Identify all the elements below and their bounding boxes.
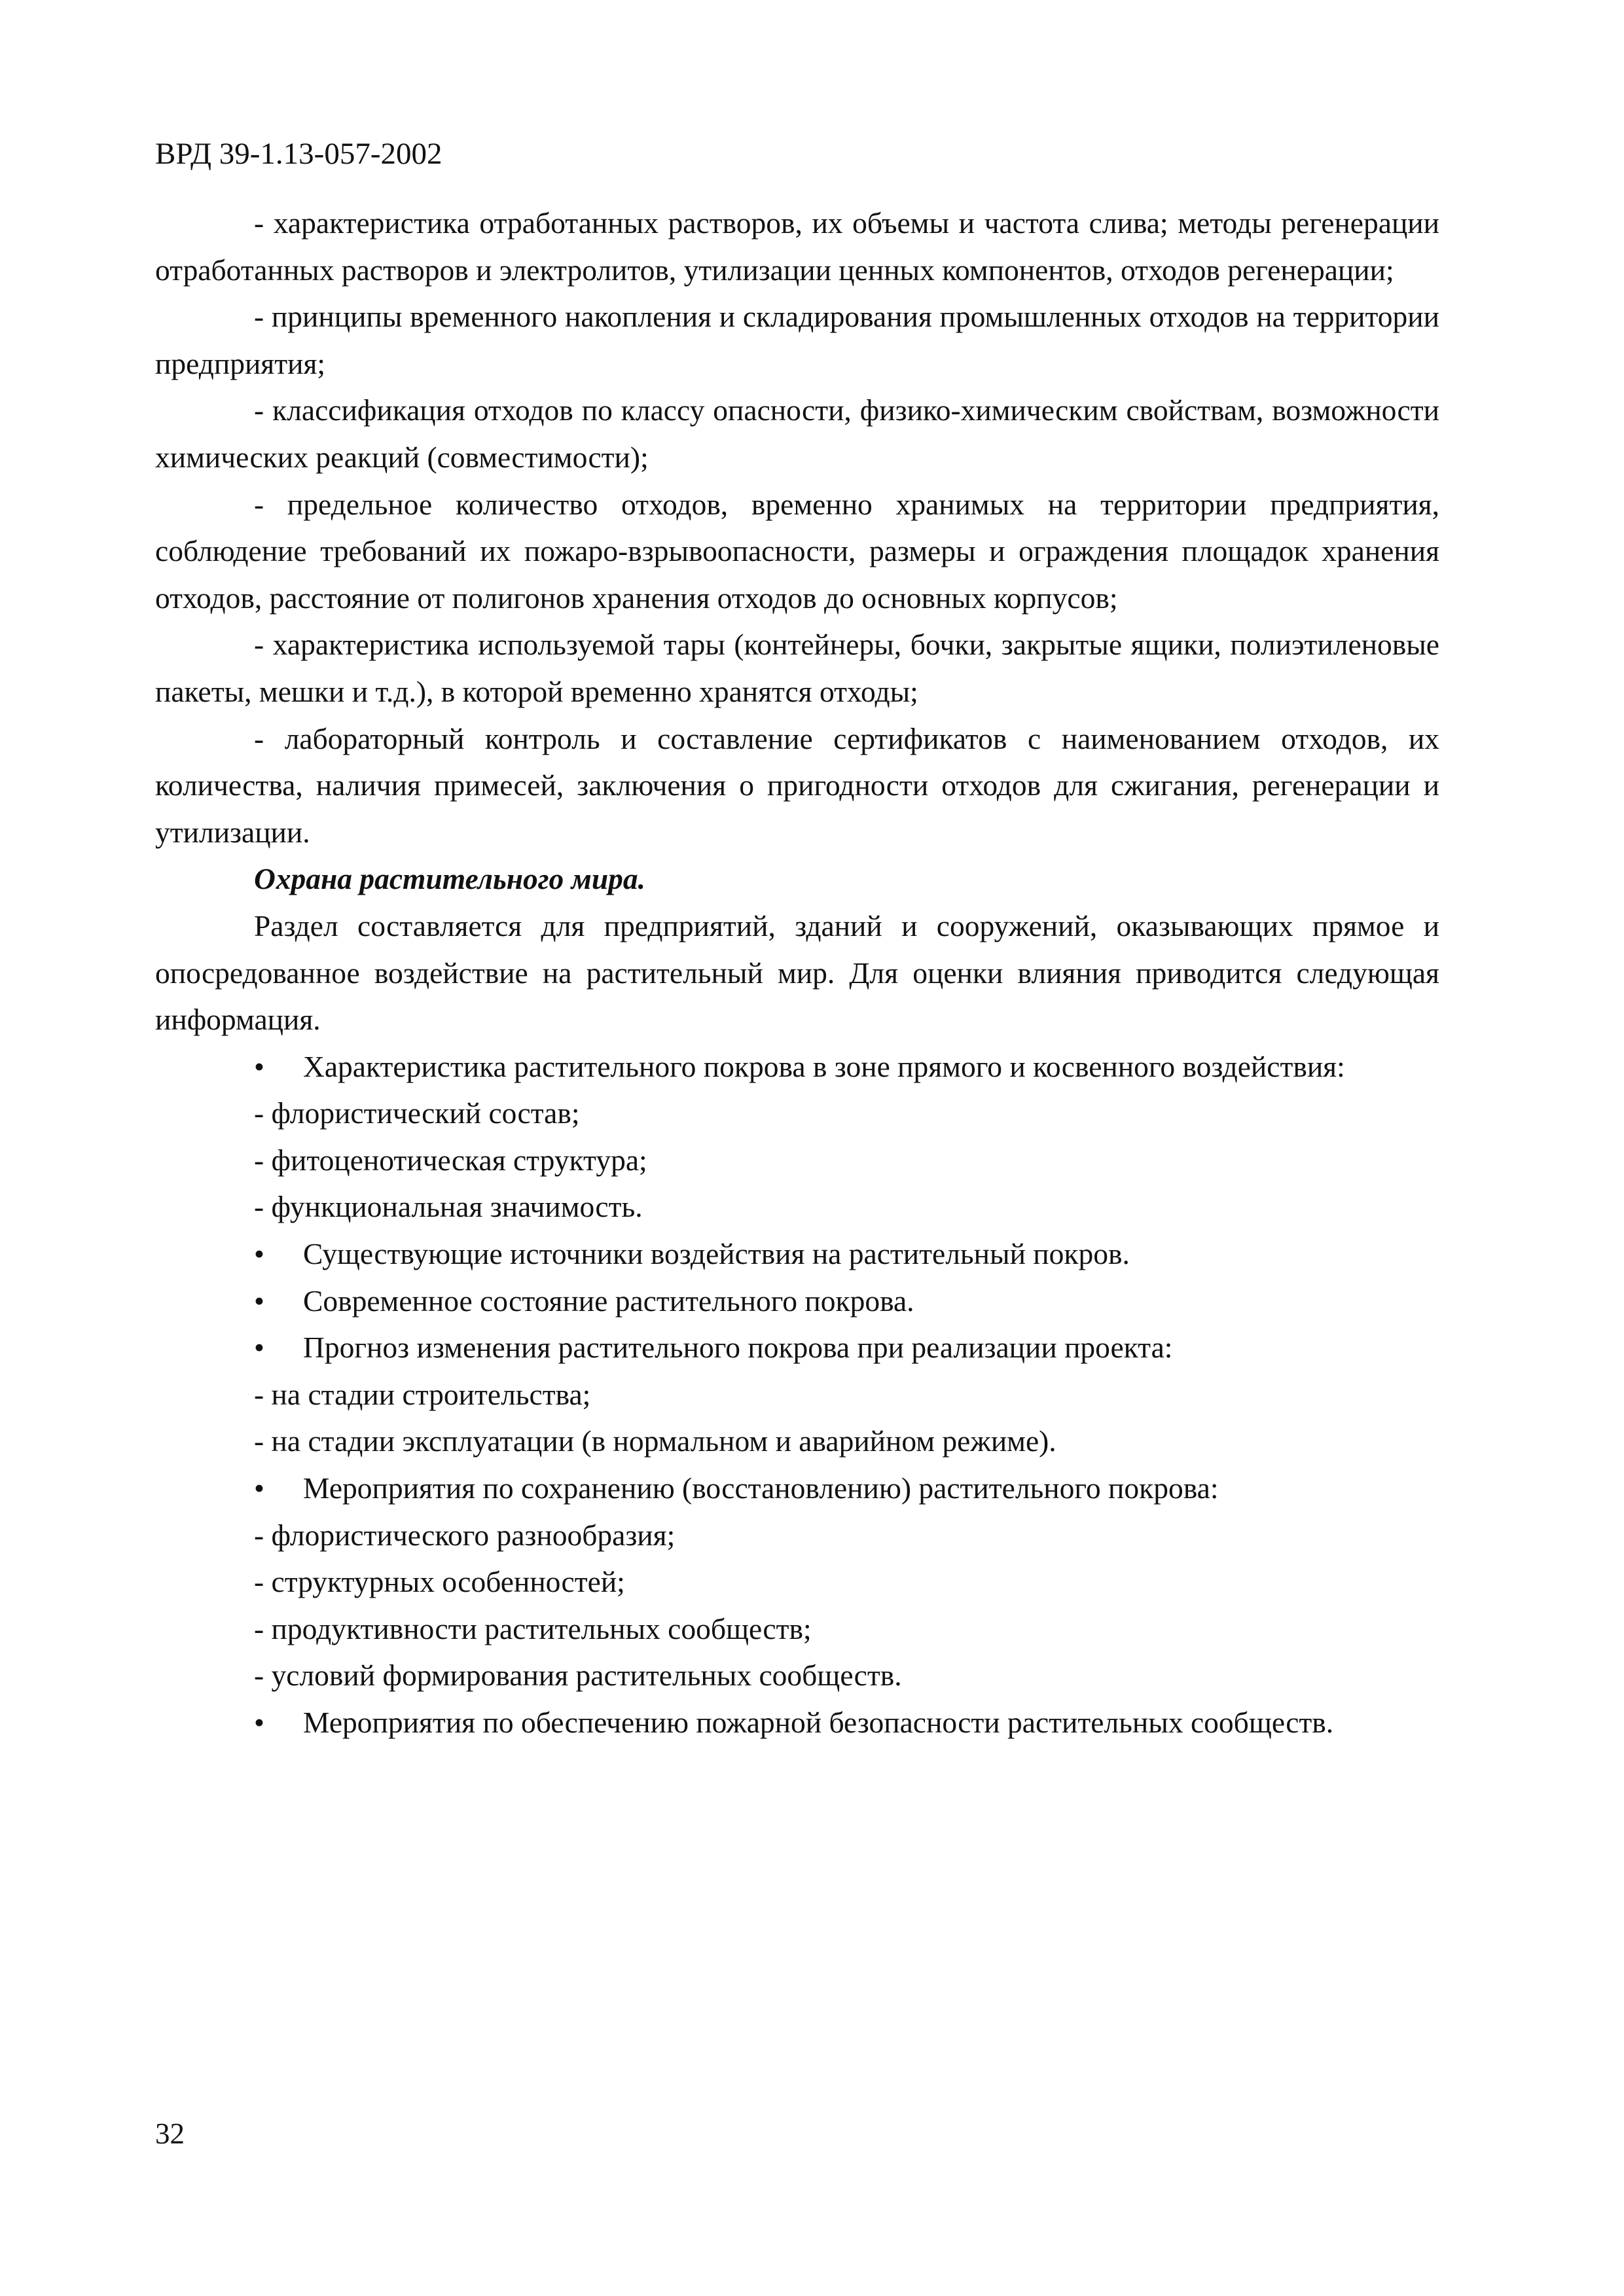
bullet-marker: • [254, 1049, 264, 1083]
list-item-lab-control: - лабораторный контроль и составление сертификатов с наименованием отходов, их количества, наличия примесей, заключения о пригодности отходов для сжигания, регенерации и утилизации. [155, 721, 1439, 849]
section-heading: Охрана растительного мира. [254, 862, 646, 896]
dash-item: - на стадии строительства; [254, 1377, 591, 1411]
bullet-marker: • [254, 1237, 264, 1271]
list-item-waste-classification: - классификация отходов по классу опасности, физико-химическим свойствам, возможности химических реакций (совместимости); [155, 393, 1439, 474]
document-code-header: ВРД 39-1.13-057-2002 [155, 137, 442, 171]
list-item-storage-principles: - принципы временного накопления и складирования промышленных отходов на территории предприятия; [155, 300, 1439, 380]
bullet-item-current-state [155, 1278, 1439, 1325]
dash-item: - функциональная значимость. [254, 1190, 643, 1224]
bullet-item-impact-sources [155, 1230, 1439, 1278]
bullet-item-vegetation-characteristics [155, 1043, 1439, 1090]
bullet-text: Современное состояние растительного покрова. [303, 1283, 914, 1318]
bullet-text: Характеристика растительного покрова в зоне прямого и косвенного воздействия: [303, 1049, 1345, 1083]
bullet-marker: • [254, 1706, 264, 1739]
page-number: 32 [155, 2117, 185, 2150]
dash-item: - флористический состав; [254, 1096, 580, 1130]
bullet-item-fire-safety [155, 1699, 1439, 1746]
bullet-item-forecast [155, 1324, 1439, 1371]
bullet-text: Мероприятия по обеспечению пожарной безопасности растительных сообществ. [303, 1706, 1334, 1739]
dash-item: - флористического разнообразия; [254, 1518, 676, 1552]
bullet-item-preservation-measures [155, 1465, 1439, 1512]
list-item-containers: - характеристика используемой тары (контейнеры, бочки, закрытые ящики, полиэтиленовые пакеты, мешки и т.д.), в которой временно хранятся отходы; [155, 628, 1439, 708]
bullet-marker: • [254, 1331, 264, 1365]
dash-item: - условий формирования растительных сообществ. [254, 1659, 902, 1693]
bullet-text: Существующие источники воздействия на растительный покров. [303, 1237, 1130, 1271]
bullet-marker: • [254, 1283, 264, 1318]
bullet-text: Прогноз изменения растительного покрова при реализации проекта: [303, 1331, 1173, 1365]
bullet-marker: • [254, 1471, 264, 1505]
dash-item: - фитоценотическая структура; [254, 1143, 647, 1177]
list-item-spent-solutions: - характеристика отработанных растворов, их объемы и частота слива; методы регенерации отработанных растворов и электролитов, утилизации ценных компонентов, отходов регенерации; [155, 206, 1439, 287]
list-item-waste-limits: - предельное количество отходов, временно хранимых на территории предприятия, соблюдение требований их пожаро-взрывоопасности, размеры и ограждения площадок хранения отходов, расстояние от полигонов хранения отходов до основных корпусов; [155, 487, 1439, 615]
page-body [155, 200, 1439, 1746]
dash-item: - структурных особенностей; [254, 1565, 625, 1599]
dash-item: - на стадии эксплуатации (в нормальном и аварийном режиме). [254, 1424, 1056, 1458]
dash-item: - продуктивности растительных сообществ; [254, 1611, 812, 1645]
bullet-text: Мероприятия по сохранению (восстановлению) растительного покрова: [303, 1471, 1219, 1505]
section-intro: Раздел составляется для предприятий, зданий и сооружений, оказывающих прямое и опосредованное воздействие на растительный мир. Для оценки влияния приводится следующая информация. [155, 908, 1439, 1037]
